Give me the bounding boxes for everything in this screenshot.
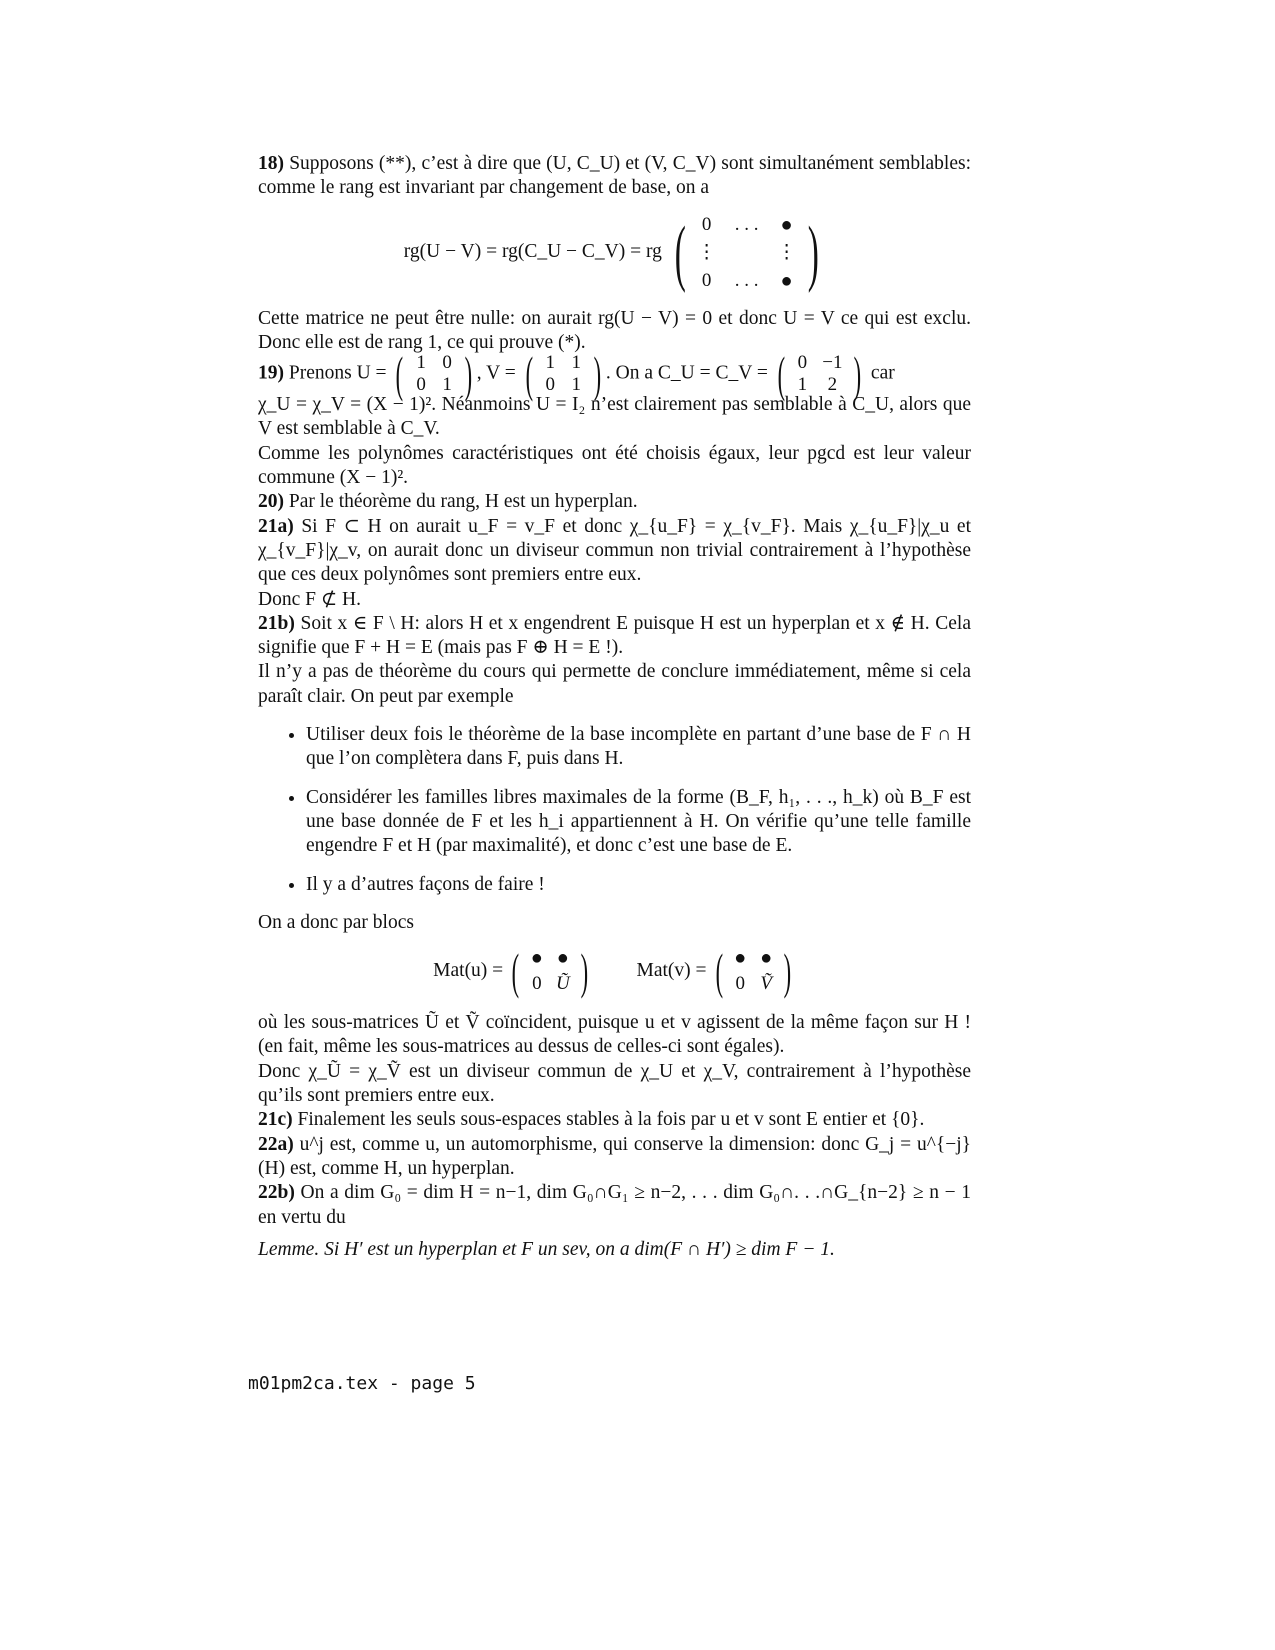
q21b-after1: où les sous-matrices Ũ et Ṽ coïncident, puisque u et v agissent de la même façon sur H ! (en fait, même les sous-matrices au dessus de celles-ci sont égales).: [258, 1012, 971, 1058]
list-item: • Considérer les familles libres maximales de la forme (B_F, h₁, . . ., h_k) où B_F est une base donnée de F et les h_i appartiennent à H. On vérifie qu’une telle famille engendre F et H (par maximalité), et donc c’est une base de E.: [306, 786, 971, 859]
q18-matrix: ( 0 . . . ● ⋮ ⋮ 0 . . . ● ): [674, 211, 819, 294]
mat-u-equation: Mat(u) = ( ● ● 0 Ũ ): [433, 943, 588, 1000]
q22a-paragraph: [258, 1133, 971, 1182]
page-footer: m01pm2ca.tex - page 5: [248, 1373, 476, 1394]
matrix-v: ( 1 1 0 1 ): [525, 346, 602, 403]
matrix-c: ( 0 −1 1 2 ): [777, 346, 862, 403]
q18-paragraph: [258, 152, 971, 201]
mat-v-equation: Mat(v) = ( ● ● 0 Ṽ ): [636, 943, 792, 1000]
q21a-conclusion: Donc F ⊄ H.: [258, 588, 362, 610]
q21c-paragraph: [258, 1108, 971, 1132]
q21b-label: 21b): [258, 612, 295, 634]
q21a-paragraph: [258, 515, 971, 588]
page-body: [258, 152, 971, 1262]
q20-paragraph: [258, 490, 971, 514]
q21b-text2: Il n’y a pas de théorème du cours qui permette de conclure immédiatement, même si cela paraît clair. On peut par exemple: [258, 661, 971, 707]
list-item: • Il y a d’autres façons de faire !: [306, 873, 971, 897]
q19-paragraph: [258, 346, 971, 403]
list-item: • Utiliser deux fois le théorème de la base incomplète en partant d’une base de F ∩ H que l’on complètera dans F, puis dans H.: [306, 723, 971, 772]
mat-v-label: Mat(v) =: [636, 959, 707, 981]
q19-part2: , V =: [476, 362, 516, 384]
q18-equation: [258, 211, 971, 295]
q22b-text: On a dim G₀ = dim H = n−1, dim G₀∩G₁ ≥ n−2, . . . dim G₀∩. . .∩G_{n−2} ≥ n − 1 en vertu du: [258, 1182, 972, 1228]
q21b-blocs: On a donc par blocs: [258, 911, 414, 933]
block-matrices: [258, 943, 971, 1000]
q18-text: Supposons (**), c’est à dire que (U, C_U) et (V, C_V) sont simultanément semblables: comme le rang est invariant par changement de base, on a: [258, 153, 972, 199]
q22a-text: u^j est, comme u, un automorphisme, qui conserve la dimension: donc G_j = u^{−j}(H) est, comme H, un hyperplan.: [258, 1133, 972, 1179]
q18-eq-lhs: rg(U − V) = rg(C_U − C_V) = rg: [403, 241, 662, 263]
q22b-label: 22b): [258, 1182, 295, 1204]
q19-line3: Comme les polynômes caractéristiques ont été choisis égaux, leur pgcd est leur valeur commune (X − 1)².: [258, 442, 971, 489]
q22b-paragraph: [258, 1181, 971, 1230]
q19-part3: . On a C_U = C_V =: [605, 362, 768, 384]
q21a-text: Si F ⊂ H on aurait u_F = v_F et donc χ_{u_F} = χ_{v_F}. Mais χ_{u_F}|χ_u et χ_{v_F}|χ_v, on aurait donc un diviseur commun non trivial contrairement à l’hypothèse que ces deux polynômes sont premiers entre eux.: [258, 515, 971, 586]
q21b-paragraph: [258, 612, 971, 661]
q21b-after2: Donc χ_Ũ = χ_Ṽ est un diviseur commun de χ_U et χ_V, contrairement à l’hypothèse qu’ils sont premiers entre eux.: [258, 1060, 971, 1107]
q19-label: 19): [258, 362, 284, 384]
q21b-bullet-list: [258, 723, 971, 897]
q21c-text: Finalement les seuls sous-espaces stables à la fois par u et v sont E entier et {0}.: [297, 1109, 925, 1131]
q18-conclusion: Cette matrice ne peut être nulle: on aurait rg(U − V) = 0 et donc U = V ce qui est exclu. Donc elle est de rang 1, ce qui prouve (*).: [258, 307, 971, 353]
mat-u-label: Mat(u) =: [433, 959, 504, 981]
q21b-text: Soit x ∈ F \ H: alors H et x engendrent E puisque H est un hyperplan et x ∉ H. Cela signifie que F + H = E (mais pas F ⊕ H = E !).: [258, 612, 971, 659]
q21a-label: 21a): [258, 515, 294, 537]
q22a-label: 22a): [258, 1133, 294, 1155]
q20-label: 20): [258, 491, 284, 513]
q18-label: 18): [258, 153, 284, 174]
q21c-label: 21c): [258, 1109, 293, 1131]
lemma: Lemme. Si H′ est un hyperplan et F un sev, on a dim(F ∩ H′) ≥ dim F − 1.: [258, 1238, 835, 1260]
q19-line2: χ_U = χ_V = (X − 1)². Néanmoins U = I₂ n’est clairement pas semblable à C_U, alors que V est semblable à C_V.: [258, 394, 971, 440]
matrix-u: ( 1 0 0 1 ): [396, 346, 473, 403]
q19-part1: Prenons U =: [288, 362, 387, 384]
q19-part4: car: [870, 362, 895, 384]
q20-text: Par le théorème du rang, H est un hyperplan.: [288, 491, 638, 513]
